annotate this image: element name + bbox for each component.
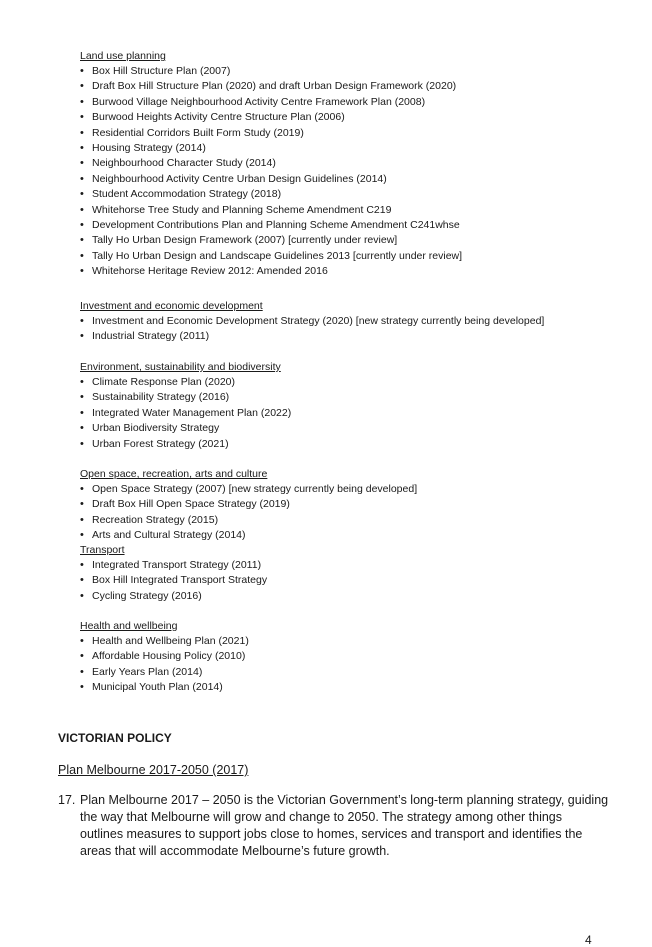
- list-item: • Industrial Strategy (2011): [80, 329, 632, 344]
- bullet-list: [80, 314, 632, 345]
- list-item: • Burwood Heights Activity Centre Structure Plan (2006): [80, 110, 632, 125]
- list-item: • Early Years Plan (2014): [80, 665, 632, 680]
- list-item: • Sustainability Strategy (2016): [80, 390, 632, 405]
- section-open-space: [80, 467, 632, 544]
- list-item: • Burwood Village Neighbourhood Activity Centre Framework Plan (2008): [80, 95, 632, 110]
- list-item: • Open Space Strategy (2007) [new strategy currently being developed]: [80, 482, 632, 497]
- paragraph-line: Plan Melbourne 2017 – 2050 is the Victorian Government’s long-term planning strategy, guiding: [80, 793, 609, 807]
- list-item: • Residential Corridors Built Form Study (2019): [80, 126, 632, 141]
- page-number: 4: [585, 933, 592, 947]
- list-item: • Recreation Strategy (2015): [80, 513, 632, 528]
- section-title: Open space, recreation, arts and culture: [80, 468, 268, 480]
- list-item: • Draft Box Hill Open Space Strategy (2019): [80, 497, 632, 512]
- paragraph-number: 17.: [58, 793, 76, 807]
- section-transport: [80, 543, 632, 604]
- bullet-list: [80, 634, 632, 696]
- paragraph-line: areas that will accommodate Melbourne’s future growth.: [80, 844, 390, 858]
- list-item: • Neighbourhood Character Study (2014): [80, 156, 632, 171]
- section-title: Environment, sustainability and biodiversity: [80, 361, 281, 373]
- list-item: • Box Hill Integrated Transport Strategy: [80, 573, 632, 588]
- list-item: • Arts and Cultural Strategy (2014): [80, 528, 632, 543]
- numbered-paragraph: [58, 792, 618, 860]
- section-title: Health and wellbeing: [80, 620, 178, 632]
- bullet-list: [80, 64, 632, 279]
- paragraph-line: outlines measures to support jobs close to homes, services and transport and identifies the: [80, 827, 583, 841]
- section-title: Investment and economic development: [80, 300, 263, 312]
- list-item: • Health and Wellbeing Plan (2021): [80, 634, 632, 649]
- list-item: • Neighbourhood Activity Centre Urban Design Guidelines (2014): [80, 172, 632, 187]
- list-item: • Integrated Transport Strategy (2011): [80, 558, 632, 573]
- list-item: • Tally Ho Urban Design Framework (2007) [currently under review]: [80, 233, 632, 248]
- list-item: • Housing Strategy (2014): [80, 141, 632, 156]
- bullet-list: [80, 482, 632, 544]
- section-health: [80, 619, 632, 696]
- section-title: Land use planning: [80, 50, 166, 62]
- list-item: • Tally Ho Urban Design and Landscape Guidelines 2013 [currently under review]: [80, 249, 632, 264]
- list-item: • Urban Forest Strategy (2021): [80, 437, 632, 452]
- list-item: • Cycling Strategy (2016): [80, 589, 632, 604]
- list-item: • Urban Biodiversity Strategy: [80, 421, 632, 436]
- victorian-policy-heading: VICTORIAN POLICY: [58, 731, 172, 745]
- section-environment: [80, 360, 632, 452]
- list-item: • Municipal Youth Plan (2014): [80, 680, 632, 695]
- list-item: • Climate Response Plan (2020): [80, 375, 632, 390]
- section-title: Transport: [80, 544, 125, 556]
- list-item: • Whitehorse Tree Study and Planning Scheme Amendment C219: [80, 203, 632, 218]
- list-item: • Box Hill Structure Plan (2007): [80, 64, 632, 79]
- bullet-list: [80, 375, 632, 452]
- section-land-use-planning: [80, 49, 632, 279]
- section-investment: [80, 299, 632, 345]
- list-item: • Student Accommodation Strategy (2018): [80, 187, 632, 202]
- plan-melbourne-title: Plan Melbourne 2017-2050 (2017): [58, 763, 249, 777]
- list-item: • Affordable Housing Policy (2010): [80, 649, 632, 664]
- list-item: • Draft Box Hill Structure Plan (2020) and draft Urban Design Framework (2020): [80, 79, 632, 94]
- list-item: • Development Contributions Plan and Planning Scheme Amendment C241whse: [80, 218, 632, 233]
- list-item: • Integrated Water Management Plan (2022): [80, 406, 632, 421]
- bullet-list: [80, 558, 632, 604]
- paragraph-line: the way that Melbourne will grow and change to 2050. The strategy among other things: [80, 810, 563, 824]
- list-item: • Whitehorse Heritage Review 2012: Amended 2016: [80, 264, 632, 279]
- list-item: • Investment and Economic Development Strategy (2020) [new strategy currently being developed]: [80, 314, 632, 329]
